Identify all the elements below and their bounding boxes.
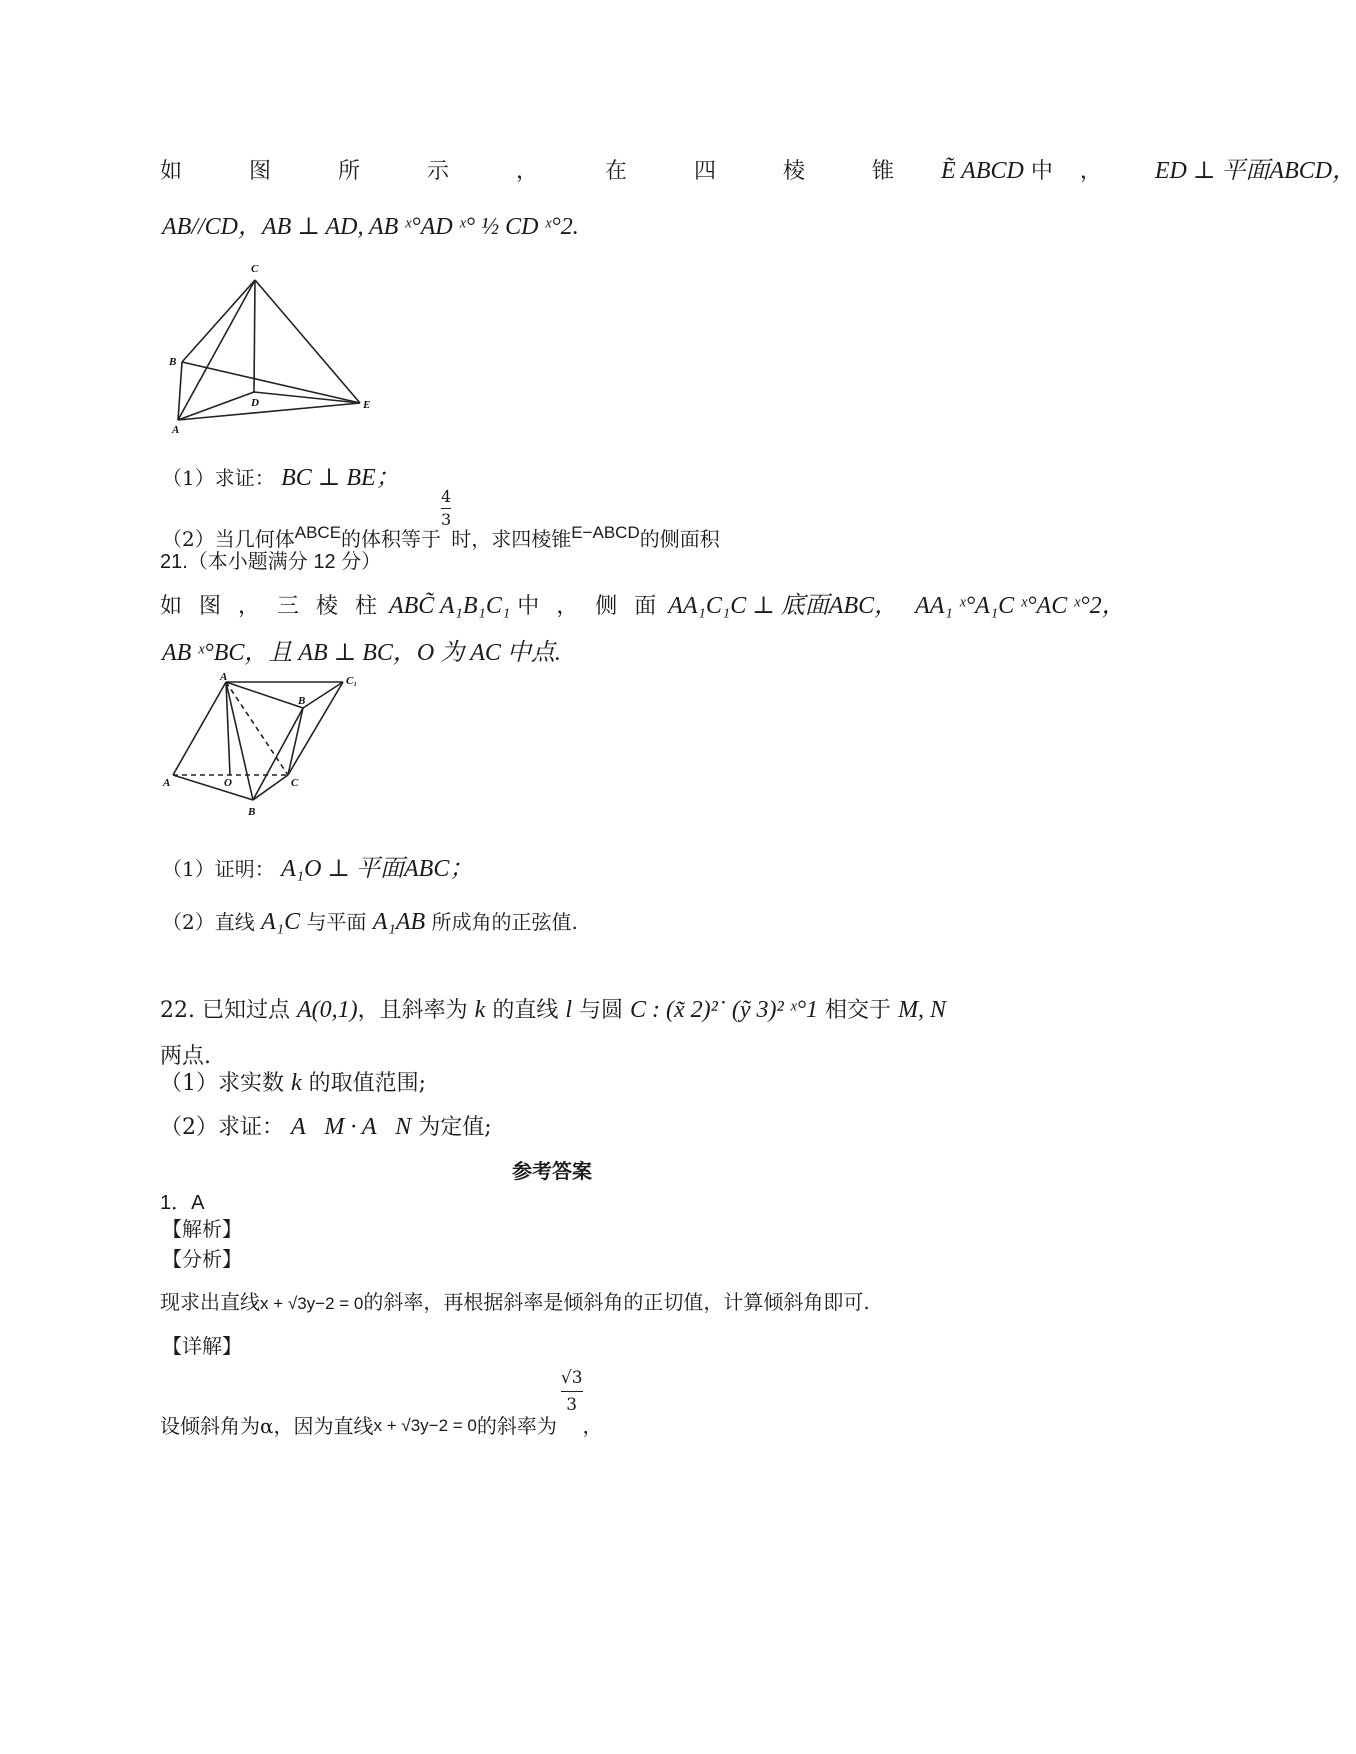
q22-circle: C : (x̃ 2)²˙ (ỹ 3)² ˣ°1 (630, 997, 819, 1023)
q21-part1-math: A₁O ⊥ 平面ABC； (281, 856, 474, 882)
fraction-numerator: √3 (560, 1368, 583, 1388)
q20-part1-label: （1）求证： (162, 466, 275, 490)
label-B: B (169, 356, 177, 368)
answer-detail (160, 1365, 603, 1438)
q22-line1-c: 的直线 (492, 998, 559, 1023)
analysis-eq: x + √3y−2 = 0 (260, 1294, 364, 1313)
q20-intro-zh-mid: 中 ， (1030, 159, 1112, 184)
q20-intro-zh: 如 图 所 示 ， 在 四 棱 锥 (160, 159, 924, 184)
q22-part1-a: （1）求实数 (160, 1071, 284, 1096)
q21-intro-math-a: ABC̃ A₁B₁C₁ (388, 593, 511, 619)
label-O: O (224, 777, 232, 789)
q22-part1 (160, 1066, 426, 1097)
q20-intro-math-b: ED ⊥ 平面ABCD， (1154, 158, 1356, 184)
q20-pyramid-figure (160, 258, 400, 438)
q22-part2-a: （2）求证： (160, 1115, 284, 1140)
detail-a: 设倾斜角为α，因为直线 (160, 1414, 374, 1438)
q21-intro-math-c: AA₁ ˣ°A₁C ˣ°AC ˣ°2， (915, 593, 1126, 619)
q20-part2-fraction (441, 486, 451, 531)
q22-part2 (160, 1110, 492, 1141)
detail-end: ， (582, 1414, 603, 1438)
detail-fraction (561, 1365, 583, 1418)
label-A: A (172, 424, 180, 436)
detail-b: 的斜率为 (476, 1414, 557, 1438)
label-A: A (163, 777, 171, 789)
q21-part2-math-b: A₁AB (372, 909, 426, 935)
label-B1: B (298, 695, 306, 707)
label-D: D (251, 397, 259, 409)
label-B: B (248, 806, 256, 818)
fraction-numerator: 4 (441, 487, 452, 506)
q20-part2-label: （2）当几何体 (162, 527, 295, 551)
label-A1: A (220, 671, 228, 683)
answer-xiangjie: 【详解】 (162, 1334, 242, 1358)
label-C1: C₁ (346, 675, 358, 687)
q22-l: l (565, 997, 572, 1023)
q22-part1-k: k (291, 1070, 302, 1096)
q20-intro-line2: AB//CD，AB ⊥ AD, AB ˣ°AD ˣ° ½ CD ˣ°2. (162, 214, 579, 240)
answers-title: 参考答案 (512, 1159, 592, 1183)
q22-part2-b: 为定值; (418, 1115, 492, 1140)
q20-part2-abce: ABCE (294, 523, 342, 542)
q22-line1-b: ，且斜率为 (357, 998, 468, 1023)
q22-line1-a: 22. 已知过点 (160, 998, 290, 1023)
q22-line1 (160, 993, 946, 1024)
q22-line2: 两点. (160, 1044, 211, 1069)
label-E: E (363, 399, 371, 411)
q20-part1-math: BC ⊥ BE； (281, 465, 400, 491)
q21-part2-math-a: A₁C (261, 909, 301, 935)
analysis-a: 现求出直线 (160, 1290, 260, 1314)
q21-part2 (162, 906, 578, 936)
q20-intro-math-a: Ẽ ABCD (940, 158, 1024, 184)
q22-line1-e: 相交于 (825, 998, 892, 1023)
q21-part2-mid: 与平面 (306, 910, 367, 934)
answer-item1: 1．A (160, 1192, 205, 1214)
q22-mn: M, N (898, 997, 947, 1023)
q20-part2-end: 的侧面积 (639, 527, 720, 551)
q20-part2 (162, 486, 720, 551)
q22-part2-math: A⃗M · A⃗N (291, 1114, 412, 1140)
q21-intro-math-b: AA₁C₁C ⊥ 底面ABC， (668, 593, 899, 619)
q21-intro (160, 585, 1126, 620)
q21-part1 (162, 848, 473, 883)
analysis-b: 的斜率，再根据斜率是倾斜角的正切值，计算倾斜角即可. (363, 1290, 870, 1314)
answer-fenxi: 【分析】 (162, 1247, 242, 1271)
q21-prism-figure (158, 670, 378, 820)
fraction-denominator: 3 (441, 510, 452, 529)
q22-line1-d: 与圆 (579, 998, 624, 1023)
q21-header: 21.（本小题满分 12 分） (160, 551, 382, 573)
q21-part2-end: 所成角的正弦值. (431, 910, 578, 934)
label-C: C (291, 777, 299, 789)
q20-intro-line1 (160, 150, 1356, 185)
q20-part2-mid: 的体积等于 (341, 527, 442, 551)
q20-part2-tail: 时，求四棱锥 (451, 527, 572, 551)
q21-intro-zh-b: 中 ， 侧 面 (517, 594, 662, 619)
detail-eq: x + √3y−2 = 0 (373, 1416, 477, 1435)
answer-analysis (160, 1286, 870, 1315)
q22-part1-b: 的取值范围; (308, 1071, 427, 1096)
q20-part2-eabcd: E−ABCD (571, 523, 640, 542)
answer-jiexi: 【解析】 (162, 1217, 242, 1241)
q21-line2: AB ˣ°BC，且 AB ⊥ BC，O 为 AC 中点. (162, 640, 561, 666)
q22-point: A(0,1) (296, 997, 358, 1023)
q21-part1-label: （1）证明： (162, 857, 275, 881)
q21-part2-label: （2）直线 (162, 910, 255, 934)
fraction-denominator: 3 (561, 1391, 583, 1418)
q22-k: k (474, 997, 486, 1023)
label-C: C (251, 263, 259, 275)
q21-intro-zh: 如 图 ， 三 棱 柱 (160, 594, 382, 619)
